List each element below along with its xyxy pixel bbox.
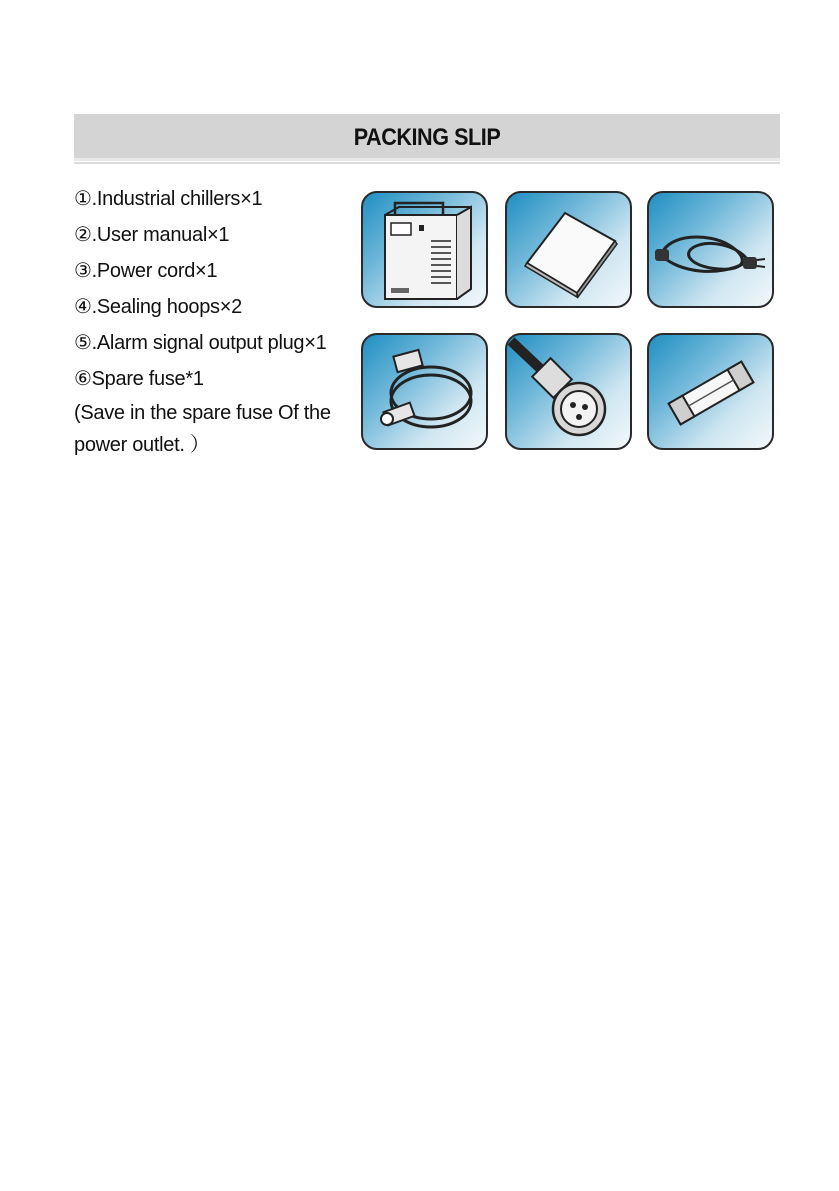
tile-manual — [505, 191, 632, 308]
tile-chiller — [361, 191, 488, 308]
header-bar — [74, 114, 780, 161]
fuse-note — [74, 397, 354, 461]
tile-alarm-plug — [505, 333, 632, 450]
list-item-sealing-hoops: ④.Sealing hoops×2 — [74, 296, 242, 318]
tile-spare-fuse — [647, 333, 774, 450]
list-item-power-cord: ③.Power cord×1 — [74, 260, 218, 282]
alarm-signal-plug-icon — [507, 335, 630, 448]
list-item-chiller: ①.Industrial chillers×1 — [74, 188, 263, 210]
user-manual-icon — [507, 193, 630, 306]
header-divider — [74, 162, 780, 164]
tile-power-cord — [647, 191, 774, 308]
power-cord-icon — [649, 193, 772, 306]
fuse-note-line-1: (Save in the spare fuse Of the — [74, 402, 331, 424]
tile-sealing-hoops — [361, 333, 488, 450]
fuse-note-line-2: power outlet. ） — [74, 434, 210, 456]
packing-list — [74, 181, 354, 461]
sealing-hoop-icon — [363, 335, 486, 448]
list-item-manual: ②.User manual×1 — [74, 224, 230, 246]
list-item-spare-fuse: ⑥Spare fuse*1 — [74, 368, 204, 390]
industrial-chiller-icon — [363, 193, 486, 306]
spare-fuse-icon — [649, 335, 772, 448]
page-title: PACKING SLIP — [353, 124, 501, 151]
list-item-alarm-plug: ⑤.Alarm signal output plug×1 — [74, 332, 327, 354]
